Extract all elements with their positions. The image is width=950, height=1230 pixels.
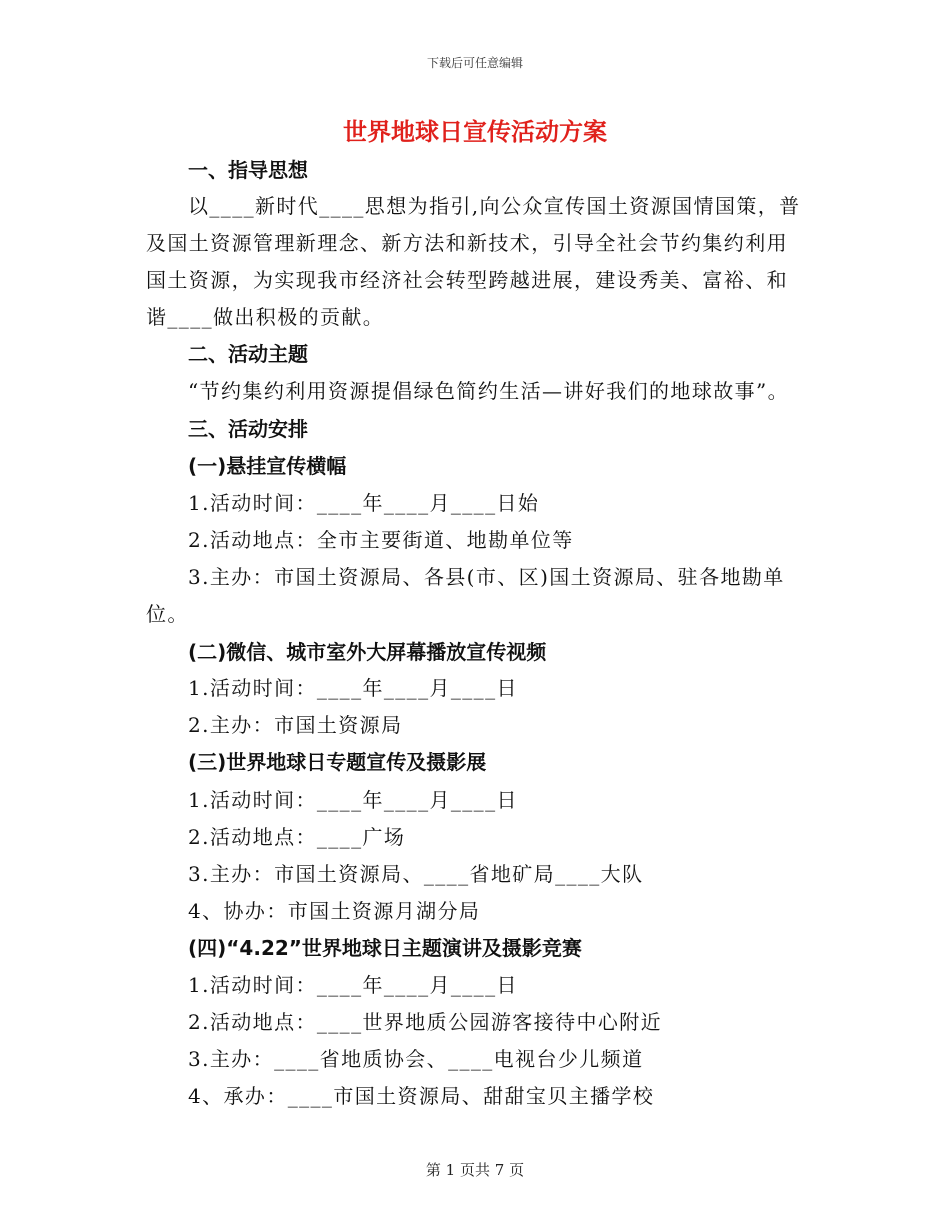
paragraph-line: 1.活动时间：____年____月____日 [188,973,518,997]
section-heading: 三、活动安排 [188,417,308,441]
page-footer: 第 1 页共 7 页 [425,1161,525,1179]
paragraph-line: 3.主办：____省地质协会、____电视台少儿频道 [188,1047,644,1071]
paragraph-line: 2.活动地点：____广场 [188,825,406,849]
paragraph-line: 位。 [146,602,189,626]
section-heading: (四)“4.22”世界地球日主题演讲及摄影竞赛 [188,936,582,960]
paragraph-line: 1.活动时间：____年____月____日 [188,676,518,700]
section-heading: (三)世界地球日专题宣传及摄影展 [188,750,487,774]
section-heading: 二、活动主题 [188,342,308,366]
paragraph-line: 以____新时代____思想为指引,向公众宣传国土资源国情国策，普 [188,194,801,218]
paragraph-line: 2.活动地点：全市主要街道、地勘单位等 [188,528,574,552]
paragraph-line: 3.主办：市国土资源局、各县(市、区)国土资源局、驻各地勘单 [188,565,785,589]
page-header-note: 下载后可任意编辑 [426,56,523,70]
paragraph-line: 谐____做出积极的贡献。 [146,305,385,329]
paragraph-line: 2.主办：市国土资源局 [188,713,403,737]
paragraph-line: 及国土资源管理新理念、新方法和新技术，引导全社会节约集约利用 [146,231,788,255]
document-title: 世界地球日宣传活动方案 [343,118,607,146]
paragraph-line: 4、承办：____市国土资源局、甜甜宝贝主播学校 [188,1084,655,1108]
paragraph-line: 1.活动时间：____年____月____日始 [188,491,540,515]
section-heading: (一)悬挂宣传横幅 [188,454,347,478]
paragraph-line: 2.活动地点：____世界地质公园游客接待中心附近 [188,1010,663,1034]
paragraph-line: 1.活动时间：____年____月____日 [188,788,518,812]
paragraph-line: 3.主办：市国土资源局、____省地矿局____大队 [188,862,644,886]
paragraph-line: 4、协办：市国土资源月湖分局 [188,899,481,923]
section-heading: 一、指导思想 [188,158,308,182]
section-heading: (二)微信、城市室外大屏幕播放宣传视频 [188,640,547,664]
paragraph-line: “节约集约利用资源提倡绿色简约生活—讲好我们的地球故事”。 [188,379,790,403]
paragraph-line: 国土资源，为实现我市经济社会转型跨越进展，建设秀美、富裕、和 [146,268,788,292]
